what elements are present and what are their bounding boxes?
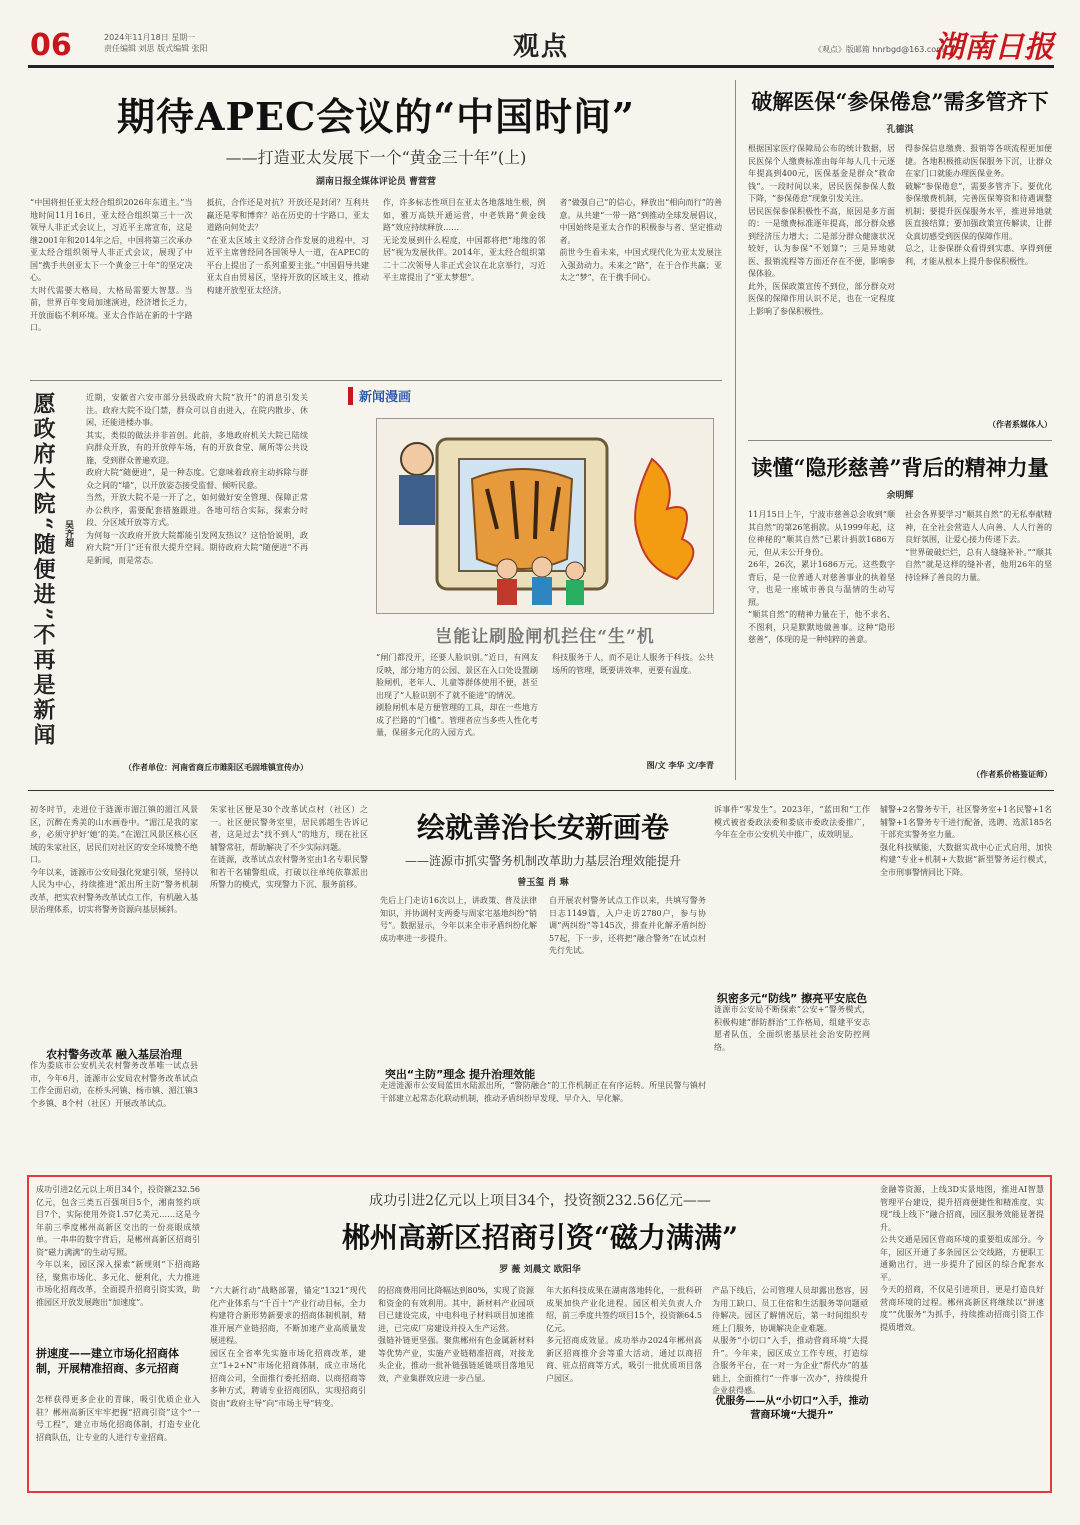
chenzhou-body-col-6 (880, 1184, 1044, 1486)
paragraph: 今年以来，园区深入探索“新规则”下招商路径，聚焦市场化、多元化、便利化，大力推进市场化招商改革，全面提升招商引资实效，助推园区开放发展跑出“加速度”。 (36, 1260, 200, 1307)
tiger-body (472, 469, 572, 569)
paragraph: “六大新行动”战略部署，锚定“1321”现代化产业体系与“千百十”产业行动目标，全力构建符合新形势新要求的招商体制机制，精准开展产业链招商，不断加速产业高质量发展进程。 (210, 1286, 366, 1345)
medical-credit: （作者系媒体人） (988, 420, 1052, 429)
paragraph: 强化科技赋能，大数据实战中心正式启用，加快构建“专业+机制+大数据”新型警务运行模式，全市刑事警情同比下降。 (880, 842, 1052, 877)
government-credit: （作者单位：河南省商丘市睢阳区毛固堆镇宣传办） (124, 763, 308, 772)
charity-byline: 余明辉 (886, 491, 914, 501)
paragraph: “世界破破烂烂，总有人缝缝补补。”“顺其自然”就是这样的缝补者，他用26年的坚持诠释了善良的力量。 (905, 547, 1052, 582)
government-headline: 愿政府大院“随便进”不再是新闻 (30, 392, 56, 749)
comic-label-text: 新闻漫画 (359, 390, 412, 405)
paragraph: 涟源市公安局不断探索“公安+”警务模式，积极构建“群防群治”工作格局，组建平安志愿者队伍，全面织密基层社会治安防控网络。 (714, 1005, 870, 1052)
news-cartoon-label (348, 386, 411, 405)
police-body-mid (380, 895, 706, 1055)
paragraph: 作为娄底市公安机关农村警务改革唯一试点县市，今年6月，涟源市公安局农村警务改革试点工作全面启动，在桥头河镇、杨市镇、湄江镇3个乡镇、8个村（社区）开展改革试点。 (30, 1061, 198, 1108)
paper-logo: 湖南日报 (934, 30, 1054, 65)
police-section-3: 织密多元“防线” 擦亮平安底色 (716, 992, 868, 1005)
paragraph: 金融等资源，上线3D实景地图，推进AI智慧管理平台建设，提升招商便捷性和精准度，实现“线上线下”融合招商，园区服务效能显著提升。 (880, 1185, 1044, 1232)
paragraph: 的招商费用同比降幅达到80%，实现了资源和资金的有效利用。其中，新材料产业园项目已建设完成，中电科电子材料项目加速推进，已完成厂房建设并投入生产运营。 (378, 1286, 534, 1333)
comic-label-bar (348, 387, 353, 405)
person-head (532, 557, 552, 577)
cartoon-body (376, 652, 714, 752)
paragraph: 先后上门走访16次以上，讲政策、普及法律知识，并协调村支两委与周家宅基地纠纷“销号”。数据显示，今年以来全市矛盾纠纷化解成功率进一步提升。 (380, 896, 537, 943)
paragraph: 得参保信息缴费、报销等各项流程更加便捷。各地积极推动医保服务下沉，让群众在家门口就能办理医保业务。 (905, 144, 1052, 178)
chenzhou-heading (210, 1190, 870, 1275)
person-body (497, 579, 517, 605)
paragraph: 刷脸闸机本是方便管理的工具，却在一些地方成了拦路的“门槛”。管理者应当多些人性化考量，保留多元化的入园方式。 (376, 703, 538, 737)
paragraph: 近期，安徽省六安市部分县级政府大院“放开”的消息引发关注。政府大院不设门禁，群众可以自由进入，在院内散步、休闲，还能进楼办事。 (86, 393, 308, 427)
paragraph: “中国将担任亚太经合组织2026年东道主。”当地时间11月16日，亚太经合组织第三十一次领导人非正式会议上，习近平主席宣布，这是继2001年和2014年之后，中国将第三次承办亚太经合组织领导人非正式会议，展现了中国“携手共创亚太下一个黄金三十年”的坚定决心。 (30, 198, 193, 282)
paragraph: 政府大院“随便进”，是一种态度。它意味着政府主动拆除与群众之间的“墙”，以开放姿态接受监督、倾听民意。 (86, 468, 308, 490)
section-contact: 《观点》版邮箱 hnrbgd@163.com (813, 45, 944, 54)
paragraph: 多元招商成效显。成功举办2024年郴州高新区招商推介会等重大活动，通过以商招商、驻点招商等方式，吸引一批优质项目落户园区。 (546, 1336, 702, 1383)
paragraph: 作，许多标志性项目在亚太各地落地生根，例如，雅万高铁开通运营，中老铁路“黄金线路”效应持续释放…… (383, 198, 546, 232)
paragraph: 前世今生看未来，中国式现代化为亚太发展注入强劲动力。未来之“路”，在于合作共赢；亚太之“梦”，在于携手同心。 (559, 248, 722, 282)
paragraph: 强链补链更坚强。聚焦郴州有色金属新材料等优势产业，实施产业链精准招商，对接龙头企业，推动一批补链强链延链项目落地见效，产业集群效应进一步凸显。 (378, 1336, 534, 1383)
apec-article (30, 86, 722, 376)
government-body (86, 392, 308, 742)
paragraph: 26年，26次，累计1686万元。这些数字背后，是一位普通人对慈善事业的执着坚守，也是一座城市善良与温情的生动写照。 (748, 560, 895, 607)
medical-article (748, 86, 1052, 431)
police-body-col-2 (210, 804, 368, 1160)
paragraph: 怎样获得更多企业的青睐，吸引优质企业入驻？郴州高新区牢牢把握“招商引资”这个“一号工程”，建立市场化招商体制，打造专业化招商队伍，让专业的人进行专业招商。 (36, 1395, 200, 1442)
paragraph: 抵抗，合作还是对抗？开放还是封闭？互利共赢还是零和博弈？站在历史的十字路口，亚太道路向何处去？ (206, 198, 369, 232)
paragraph: 大时代需要大格局，大格局需要大智慧。当前，世界百年变局加速演进，经济增长乏力，开放面临不利环境。亚太合作站在新的十字路口。 (30, 285, 193, 332)
cartoon-illustration (377, 419, 713, 613)
chenzhou-kicker: 成功引进2亿元以上项目34个，投资额232.56亿元—— (369, 1193, 711, 1209)
paragraph: 居民医保参保积极性不高，原因是多方面的：一是缴费标准逐年提高，部分群众感到经济压力增大；二是部分群众健康状况较好，认为参保“不划算”；三是异地就医、报销流程等方面还存在不便，影响参保体验。 (748, 206, 895, 278)
paragraph: “在亚太区域主义经济合作发展的进程中，习近平主席曾经同各国领导人一道，在APEC的平台上提出了一系列重要主张。”中国倡导共建亚太自由贸易区，坚持开放的区域主义，推动构建开放型亚太经济。 (206, 235, 369, 295)
apec-headline: 期待APEC会议的“中国时间” (117, 94, 635, 139)
divider (748, 440, 1052, 441)
paragraph: “顺其自然”的精神力量在于，他不求名、不图利，只是默默地做善事。这种“隐形慈善”，体现的是一种纯粹的善意。 (748, 610, 895, 644)
paragraph: 初冬时节，走进位于涟源市湄江镇的湄江风景区，沉醉在秀美的山水画卷中。“湄江是我的家乡，必须守护好‘她’的美。”在湄江风景区核心区域的朱家社区，居民们对社区的安全环境赞不绝口。 (30, 805, 198, 864)
paragraph: 者“做强自己”的信心，释放出“相向而行”的善意。从共建“一带一路”到推动全球发展倡议，中国始终是亚太合作的积极参与者、坚定推动者。 (559, 198, 722, 245)
guard-head (401, 443, 433, 475)
paragraph: 朱家社区便是30个改革试点村（社区）之一。社区便民警务室里，居民郭超生告诉记者，这是过去“找不到人”的地方，现在社区辅警常驻，帮助解决了不少实际问题。 (210, 805, 368, 852)
person-body (532, 577, 552, 605)
divider (28, 790, 1054, 791)
police-heading (380, 806, 706, 888)
paragraph: 此外，医保政策宣传不到位，部分群众对医保的保障作用认识不足，也在一定程度上影响了参保积极性。 (748, 281, 895, 316)
guard-body (399, 475, 435, 525)
chenzhou-body-col-5 (712, 1285, 868, 1485)
paragraph: 总之，让参保群众看得到实惠、享得到便利，才能从根本上提升参保积极性。 (905, 244, 1052, 266)
medical-byline: 孔德淇 (886, 125, 914, 135)
paragraph: 当然，开放大院不是一开了之，如何做好安全管理、保障正常办公秩序，需要配套措施跟进。各地可结合实际，探索分时段、分区域开放等方式。 (86, 493, 308, 527)
chenzhou-headline: 郴州高新区招商引资“磁力满满” (341, 1221, 739, 1254)
charity-credit: （作者系价格鉴证师） (972, 770, 1052, 779)
chenzhou-body-col-1b (36, 1394, 200, 1486)
charity-article (748, 452, 1052, 782)
person-head (497, 559, 517, 579)
divider (30, 380, 722, 381)
divider (735, 80, 736, 780)
police-section-2: 突出“主防”理念 提升治理效能 (384, 1068, 536, 1081)
paragraph: 今天的招商，不仅是引进项目，更是打造良好营商环境的过程。郴州高新区将继续以“拼速度”“优服务”为抓手，持续推动招商引资工作提质增效。 (880, 1285, 1044, 1332)
paragraph: 辅警+2名警务专干，社区警务室+1名民警+1名辅警+1名警务专干进行配备，选聘、选派185名干部充实警务室力量。 (880, 805, 1052, 839)
government-author: 吴齐超 (63, 520, 73, 547)
paragraph: 产品下线后，公司管理人员却露出愁容，因为用工缺口、员工住宿和生活服务等问题亟待解决。园区了解情况后，第一时间组织专班上门服务，协调解决企业难题。 (712, 1286, 868, 1333)
medical-headline: 破解医保“参保倦怠”需多管齐下 (751, 89, 1049, 114)
police-body-mid-b (380, 1080, 706, 1160)
cartoon-credit: 图/文 李华 文/李青 (646, 761, 714, 770)
police-body-col-4b (714, 1004, 870, 1160)
police-body-col-5 (880, 804, 1052, 1160)
paragraph: 诉事件“零发生”。2023年，“蓝田和”工作模式被省委政法委和娄底市委政法委推广，今年在全市公安机关中推广，成效明显。 (714, 805, 870, 839)
cartoon-title: 岂能让刷脸闸机拦住“生”机 (435, 627, 655, 647)
apec-byline: 湖南日报全媒体评论员 曹营营 (315, 177, 437, 187)
police-headline: 绘就善治长安新画卷 (416, 811, 669, 844)
apec-body (30, 197, 722, 387)
police-byline: 曾玉玺 肖 琳 (517, 878, 569, 888)
section-title: 观点 (512, 32, 569, 62)
chenzhou-byline: 罗 薇 刘晨文 欧阳华 (499, 1265, 581, 1275)
police-body-col-1 (30, 804, 198, 1034)
paragraph: 破解“参保倦怠”，需要多管齐下。要优化参保缴费机制，完善医保筹资和待遇调整机制；要提升医保服务水平，推进异地就医直接结算；要加强政策宣传解读，让群众真切感受到医保的保障作用。 (905, 181, 1052, 241)
paragraph: “闸门都没开，还要人脸识别。”近日，有网友反映，部分地方的公园、景区在入口处设置刷脸闸机，老年人、儿童等群体使用不便，甚至出现了“人脸识别不了就不能进”的情况。 (376, 653, 538, 700)
chenzhou-body-col-1 (36, 1184, 200, 1334)
paragraph: 为何每一次政府开放大院都能引发网友热议？这恰恰说明，政府大院“开门”还有很大提升空间。期待政府大院“随便进”不再是新闻，而是常态。 (86, 530, 308, 565)
charity-headline: 读懂“隐形慈善”背后的精神力量 (751, 455, 1049, 480)
apec-subhead: ——打造亚太发展下一个“黄金三十年”(上) (225, 148, 527, 167)
paragraph: 科技服务于人，而不是让人服务于科技。公共场所的管理，既要讲效率，更要有温度。 (552, 653, 714, 675)
paragraph: 社会各界要学习“顺其自然”的无私奉献精神，在全社会营造人人向善、人人行善的良好氛围，让爱心接力传递下去。 (905, 510, 1052, 544)
chenzhou-section-2: 优服务——从“小切口”入手，推动营商环境“大提升” (715, 1396, 869, 1421)
masthead (28, 22, 1054, 68)
police-body-col-4 (714, 804, 870, 980)
chenzhou-section-1: 拼速度——建立市场化招商体制，开展精准招商、多元招商 (36, 1347, 179, 1375)
paragraph: 成功引进2亿元以上项目34个，投资额232.56亿元，包含三类五百强项目5个，湘南签约项目7个，实际使用外资1.57亿美元……这是今年前三季度郴州高新区交出的一份亮眼成绩单。一串串的数字背后，是郴州高新区招商引资“磁力满满”的生动写照。 (36, 1185, 200, 1257)
paragraph: 根据国家医疗保障局公布的统计数据，居民医保个人缴费标准由每年每人几十元逐年提高到400元，医保基金是群众“救命钱”。一段时间以来，居民医保参保人数下降，“参保倦怠”现象引发关注。 (748, 144, 895, 203)
cartoon-image (376, 418, 714, 614)
police-subhead: ——涟源市抓实警务机制改革助力基层治理效能提升 (404, 854, 681, 868)
police-section-1: 农村警务改革 融入基层治理 (46, 1048, 182, 1061)
paragraph: 园区在全省率先实施市场化招商改革，建立“1+2+N”市场化招商体制，成立市场化招商公司，全面推行委托招商、以商招商等多种方式，聘请专业招商团队，实现招商引资由“政府主导”向“市场主导”转变。 (210, 1348, 366, 1408)
paragraph: 无论发展到什么程度，中国都将把“地缘的邻居”视为发展伙伴。2014年，亚太经合组织第二十二次领导人非正式会议在北京举行，习近平主席提出了“亚太梦想”。 (383, 235, 546, 282)
paragraph: 公共交通是园区营商环境的重要组成部分。今年，园区开通了多条园区公交线路，方便职工通勤出行，进一步提升了园区的综合配套水平。 (880, 1235, 1044, 1282)
paragraph: 今年以来，涟源市公安局强化党建引领，坚持以人民为中心，持续推进“派出所主防”警务机制改革，把实农村警务改革试点工作，有机融入基层治理体系，切实将警务资源向基层倾斜。 (30, 867, 198, 914)
date-line: 2024年11月18日 星期一 (104, 33, 196, 42)
editors-line: 责任编辑 刘思 版式编辑 张阳 (104, 44, 208, 53)
paragraph: 从服务“小切口”入手，推动营商环境“大提升”。今年来，园区成立工作专班，打造综合服务平台，在一对一为企业“帮代办”的基础上，全面推行“一件事一次办”，持续提升企业获得感。 (712, 1336, 868, 1395)
person-head (566, 562, 584, 580)
paragraph: 年大拓科技成果在湖南落地转化，一批科研成果加快产业化进程。园区相关负责人介绍，前三季度共签约项目15个，投资额64.5亿元。 (546, 1286, 702, 1333)
paragraph: 11月15日上午，宁波市慈善总会收到“顺其自然”的第26笔捐款。从1999年起，这位神秘的“顺其自然”已累计捐款1686万元，但从未公开身份。 (748, 510, 895, 557)
page-number: 06 (30, 28, 72, 63)
medical-body (748, 143, 1052, 415)
person-body (566, 580, 584, 605)
paragraph: 走进涟源市公安局蓝田水陆派出所，“警防融合”的工作机制正在有序运转。所里民警与镇村干部建立起常态化联动机制，推动矛盾纠纷早发现、早介入、早化解。 (380, 1081, 706, 1103)
police-body-col-1b (30, 1060, 198, 1160)
paragraph: 在涟源，改革试点农村警务室由1名专职民警和若干名辅警组成，打破以往单纯依靠派出所警力的模式，实现警力下沉、服务前移。 (210, 855, 368, 889)
charity-body (748, 509, 1052, 765)
paragraph: 其实，类似的做法并非首创。此前，多地政府机关大院已陆续向群众开放，有的开放停车场，有的开放食堂、厕所等公共设施，受到群众普遍欢迎。 (86, 430, 308, 465)
paragraph: 自开展农村警务试点工作以来，共填写警务日志1149篇，入户走访2780户，参与协调“两纠纷”等145次，排查并化解矛盾纠纷57起，下一步，还将把“融合警务”在试点村先行先试。 (549, 896, 706, 955)
